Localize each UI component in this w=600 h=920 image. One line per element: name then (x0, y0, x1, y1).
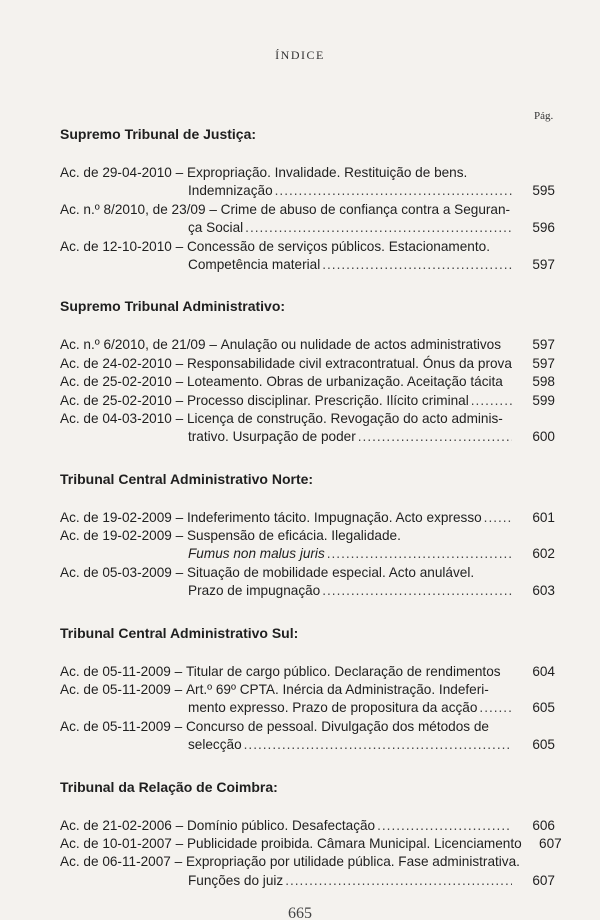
entry-description: Titular de cargo público. Declaração de rendimentos (185, 663, 501, 679)
dot-leader (275, 182, 512, 200)
toc-entry (60, 663, 555, 681)
entry-description: Loteamento. Obras de urbanização. Aceitação tácita (186, 374, 503, 390)
dot-leader (244, 736, 512, 754)
dot-leader (358, 428, 512, 446)
page-title: ÍNDICE (275, 48, 325, 62)
dot-leader (327, 545, 512, 563)
entry-description: Expropriação. Invalidade. Restituição de bens. (186, 165, 468, 180)
entry-description: Licença de construção. Revogação do acto adminis- (186, 410, 503, 426)
toc-entry (60, 681, 555, 718)
entry-page-number: 605 (532, 700, 555, 716)
entry-description: Anulação ou nulidade de actos administrativos (220, 337, 502, 353)
entry-description: Expropriação por utilidade pública. Fase administrativa. (185, 854, 520, 870)
entry-page-number: 606 (532, 817, 555, 833)
entry-reference: Ac. de 29-04-2010 – (60, 165, 187, 180)
section-title: Supremo Tribunal Administrativo: (60, 298, 286, 315)
entry-reference: Ac. de 10-01-2007 – (60, 835, 187, 851)
entry-reference: Ac. de 05-11-2009 – (60, 682, 186, 698)
toc-section (60, 625, 555, 755)
toc-section (60, 471, 555, 601)
entry-page-number: 604 (532, 663, 555, 679)
dot-leader (322, 256, 512, 274)
toc-section (60, 778, 562, 891)
toc-section (60, 126, 555, 274)
entry-reference: Ac. n.º 6/2010, de 21/09 – (60, 337, 221, 353)
entry-page-number: 607 (539, 835, 562, 851)
entry-page-number: 605 (532, 737, 555, 753)
dot-leader (484, 509, 512, 527)
toc-entry (60, 817, 555, 835)
entry-description: Suspensão de eficácia. Ilegalidade. (186, 528, 401, 544)
entry-page-number: 602 (532, 546, 555, 562)
entry-page-number: 603 (532, 583, 555, 599)
table-of-contents (60, 126, 562, 914)
entry-page-number: 597 (532, 355, 555, 371)
entry-reference: Ac. de 04-03-2010 – (60, 410, 187, 426)
entry-description: Responsabilidade civil extracontratual. Ónus da prova (186, 355, 512, 371)
entry-description: Funções do juiz (188, 872, 284, 888)
section-title: Tribunal Central Administrativo Sul: (60, 624, 299, 641)
entry-reference: Ac. de 06-11-2007 – (60, 854, 186, 870)
toc-entry (60, 238, 555, 275)
entry-description: Processo disciplinar. Prescrição. Ilícito criminal (186, 392, 469, 408)
toc-entry (60, 718, 555, 755)
entry-description: Fumus non malus juris (188, 546, 325, 562)
toc-entry (60, 509, 555, 527)
entry-reference: Ac. de 24-02-2010 – (60, 355, 187, 371)
entry-reference: Ac. de 25-02-2010 – (60, 392, 187, 408)
toc-entry (60, 410, 555, 447)
entry-description: Art.º 69º CPTA. Inércia da Administração. Indeferi- (185, 682, 489, 698)
dot-leader (322, 582, 512, 600)
toc-entry (60, 564, 555, 601)
entry-reference: Ac. de 05-03-2009 – (60, 564, 187, 580)
toc-entry (60, 835, 562, 853)
dot-leader (479, 699, 512, 717)
entry-description: Situação de mobilidade especial. Acto anulável. (186, 564, 475, 580)
entry-reference: Ac. n.º 8/2010, de 23/09 – (60, 201, 221, 217)
entry-page-number: 595 (532, 183, 555, 199)
entry-description: ça Social (188, 220, 244, 236)
entry-page-number: 600 (532, 429, 555, 445)
toc-entry (60, 527, 555, 564)
entry-page-number: 596 (532, 220, 555, 236)
entry-reference: Ac. de 19-02-2009 – (60, 509, 187, 525)
entry-page-number: 598 (532, 374, 555, 390)
section-title: Tribunal da Relação de Coimbra: (60, 778, 278, 795)
entry-reference: Ac. de 19-02-2009 – (60, 528, 187, 544)
page-number-footer: 665 (288, 905, 312, 920)
toc-entry (60, 373, 555, 391)
entry-description: Indeferimento tácito. Impugnação. Acto expresso (186, 509, 482, 525)
toc-entry (60, 355, 555, 373)
entry-page-number: 597 (532, 337, 555, 353)
entry-description: Indemnização (188, 183, 273, 199)
entry-description: Prazo de impugnação (188, 583, 321, 599)
toc-section (60, 298, 555, 446)
entry-reference: Ac. de 05-11-2009 – (60, 663, 186, 679)
entry-reference: Ac. de 21-02-2006 – (60, 817, 187, 833)
section-title: Tribunal Central Administrativo Norte: (60, 470, 314, 487)
section-title: Supremo Tribunal de Justiça: (60, 126, 257, 142)
dot-leader (377, 817, 512, 835)
entry-description: trativo. Usurpação de poder (188, 429, 356, 445)
toc-entry (60, 336, 555, 354)
entry-description: Concurso de pessoal. Divulgação dos métodos de (185, 718, 489, 734)
toc-entry (60, 392, 555, 410)
entry-description: Crime de abuso de confiança contra a Seguran- (220, 201, 511, 217)
toc-entry (60, 853, 555, 890)
entry-description: Domínio público. Desafectação (186, 817, 376, 833)
entry-description: selecção (188, 737, 242, 753)
entry-description: Concessão de serviços públicos. Estacionamento. (186, 238, 490, 254)
dot-leader (245, 219, 512, 237)
dot-leader (285, 872, 512, 890)
toc-entry (60, 164, 555, 201)
entry-description: Publicidade proibida. Câmara Municipal. Licenciamento (186, 835, 522, 851)
entry-reference: Ac. de 25-02-2010 – (60, 374, 187, 390)
toc-entry (60, 201, 555, 238)
entry-reference: Ac. de 12-10-2010 – (60, 238, 187, 254)
dot-leader (471, 392, 512, 410)
entry-description: mento expresso. Prazo de propositura da acção (188, 700, 478, 716)
page-column-label: Pág. (534, 110, 554, 122)
entry-page-number: 597 (532, 256, 555, 272)
entry-page-number: 599 (532, 392, 555, 408)
entry-description: Competência material (188, 256, 321, 272)
entry-page-number: 607 (532, 872, 555, 888)
entry-reference: Ac. de 05-11-2009 – (60, 718, 186, 734)
entry-page-number: 601 (532, 509, 555, 525)
